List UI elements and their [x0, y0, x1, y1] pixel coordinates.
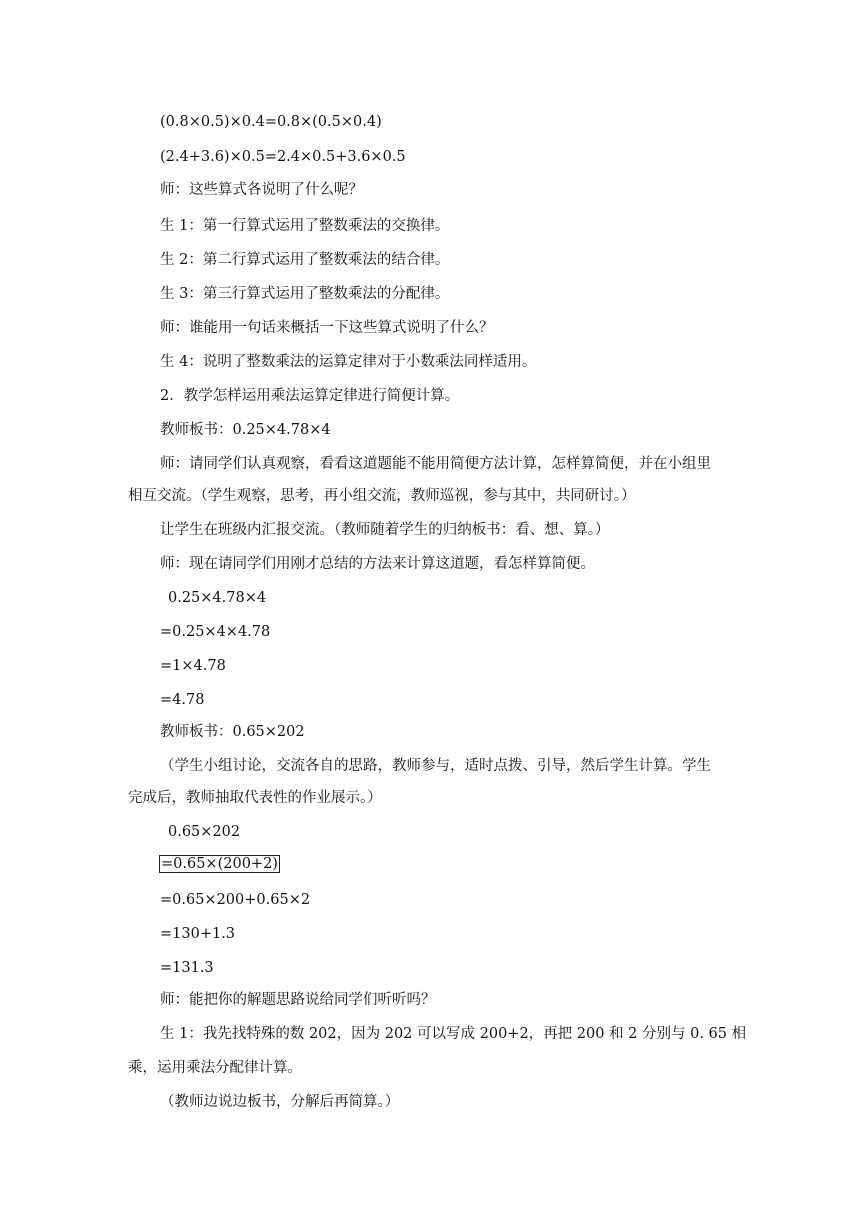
teacher-board-note: （教师边说边板书，分解后再简算。）	[160, 1094, 400, 1110]
board-note-2: 教师板书：0.65×202	[160, 724, 305, 740]
student-2-answer: 生 2：第二行算式运用了整数乘法的结合律。	[160, 252, 450, 268]
calc-2-step-1: =0.65×(200+2)	[161, 856, 278, 872]
group-discussion-cont: 完成后，教师抽取代表性的作业展示。）	[128, 790, 382, 806]
section-heading: 2．教学怎样运用乘法运算定律进行简便计算。	[160, 388, 460, 404]
teacher-summary-question: 师：谁能用一句话来概括一下这些算式说明了什么？	[160, 320, 494, 336]
calc-2-step-3: =130+1.3	[160, 926, 236, 942]
group-discussion: （学生小组讨论，交流各自的思路，教师参与，适时点拨、引导，然后学生计算。学生	[160, 758, 711, 774]
student-1-explain: 生 1：我先找特殊的数 202，因为 202 可以写成 200+2，再把 200 和 2 分别与 0. 65 相	[160, 1026, 747, 1042]
calc-2-step-1-boxed	[159, 854, 280, 874]
calc-1-step-0: 0.25×4.78×4	[168, 590, 267, 606]
teacher-instruction: 师：请同学们认真观察，看看这道题能不能用简便方法计算，怎样算简便，并在小组里	[160, 456, 711, 472]
equation-associative: (0.8×0.5)×0.4=0.8×(0.5×0.4)	[160, 114, 382, 130]
calc-1-step-2: =1×4.78	[160, 658, 226, 674]
student-1-answer: 生 1：第一行算式运用了整数乘法的交换律。	[160, 218, 450, 234]
calc-2-step-0: 0.65×202	[168, 824, 241, 840]
equation-distributive: (2.4+3.6)×0.5=2.4×0.5+3.6×0.5	[160, 149, 406, 165]
student-4-answer: 生 4：说明了整数乘法的运算定律对于小数乘法同样适用。	[160, 354, 537, 370]
calc-2-step-2: =0.65×200+0.65×2	[160, 892, 311, 908]
board-note-1: 教师板书：0.25×4.78×4	[160, 422, 331, 438]
teacher-calc-prompt: 师：现在请同学们用刚才总结的方法来计算这道题，看怎样算简便。	[160, 556, 595, 572]
teacher-ask-explain: 师：能把你的解题思路说给同学们听听吗？	[160, 992, 436, 1008]
student-3-answer: 生 3：第三行算式运用了整数乘法的分配律。	[160, 286, 450, 302]
class-report: 让学生在班级内汇报交流。（教师随着学生的归纳板书：看、想、算。）	[160, 522, 610, 538]
teacher-instruction-cont: 相互交流。（学生观察，思考，再小组交流，教师巡视，参与其中，共同研讨。）	[128, 488, 636, 504]
calc-1-step-3: =4.78	[160, 692, 205, 708]
teacher-question: 师：这些算式各说明了什么呢？	[160, 182, 363, 198]
student-1-explain-cont: 乘，运用乘法分配律计算。	[128, 1060, 302, 1076]
calc-2-step-4: =131.3	[160, 960, 214, 976]
calc-1-step-1: =0.25×4×4.78	[160, 624, 271, 640]
